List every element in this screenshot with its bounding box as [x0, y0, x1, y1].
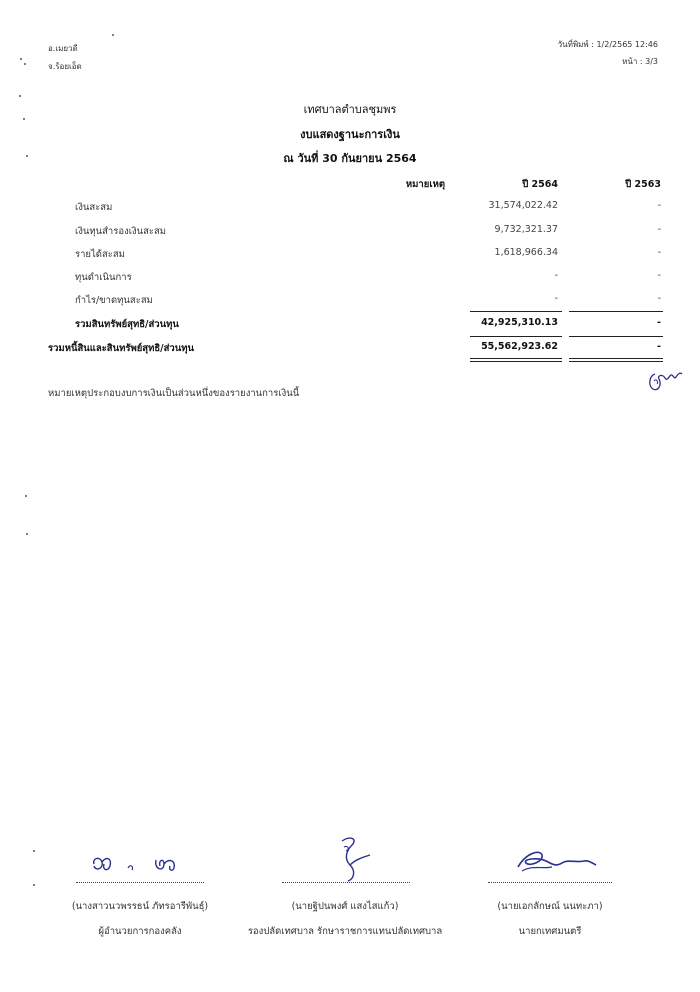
total-label: รวมหนี้สินและสินทรัพย์สุทธิ/ส่วนทุน — [48, 343, 194, 354]
year-2564-header: ปี 2564 — [522, 179, 558, 190]
double-underline — [569, 358, 663, 359]
org-title: เทศบาลตำบลชุมพร — [303, 103, 397, 116]
subtotal-rule — [569, 311, 663, 312]
scan-speck — [26, 533, 28, 535]
signature-deputy-clerk — [330, 835, 390, 885]
subtotal-current: 42,925,310.13 — [481, 317, 558, 328]
row-prior: - — [657, 270, 661, 281]
row-prior: - — [657, 247, 661, 258]
scan-speck — [25, 495, 27, 497]
footnote: หมายเหตุประกอบงบการเงินเป็นส่วนหนึ่งของรายงานการเงินนี้ — [48, 388, 300, 399]
scan-speck — [23, 118, 25, 120]
signature-line — [282, 882, 410, 883]
row-label: เงินทุนสำรองเงินสะสม — [75, 226, 167, 237]
scan-speck — [112, 34, 114, 36]
signatory-title: รองปลัดเทศบาล รักษาราชการแทนปลัดเทศบาล — [247, 926, 443, 937]
signature-line — [76, 882, 204, 883]
scan-speck — [26, 155, 28, 157]
subtotal-label: รวมสินทรัพย์สุทธิ/ส่วนทุน — [75, 319, 179, 330]
subtotal-prior: - — [657, 317, 661, 328]
row-current: 9,732,321.37 — [494, 224, 558, 235]
double-underline — [569, 361, 663, 362]
row-current: - — [554, 293, 558, 304]
double-underline — [470, 358, 562, 359]
print-date: วันที่พิมพ์ : 1/2/2565 12:46 — [557, 40, 658, 49]
signatory-title: ผู้อำนวยการกองคลัง — [98, 926, 182, 937]
scan-speck — [33, 884, 35, 886]
district-text: อ.เมยวดี — [48, 44, 78, 53]
signatory-title: นายกเทศมนตรี — [518, 926, 582, 937]
row-label: เงินสะสม — [75, 202, 113, 213]
year-2563-header: ปี 2563 — [625, 179, 661, 190]
page-number: หน้า : 3/3 — [622, 57, 658, 66]
scan-speck — [24, 63, 26, 65]
row-label: ทุนดำเนินการ — [75, 272, 132, 283]
province-text: จ.ร้อยเอ็ด — [48, 62, 82, 71]
signatory-name: (นายฐิปนพงศ์ แสงไสแก้ว) — [291, 901, 399, 912]
row-current: 1,618,966.34 — [494, 247, 558, 258]
total-rule — [470, 336, 562, 337]
total-current: 55,562,923.62 — [481, 341, 558, 352]
signatory-name: (นายเอกลักษณ์ นนทะภา) — [497, 901, 603, 912]
double-underline — [470, 361, 562, 362]
total-rule — [569, 336, 663, 337]
signatory-name: (นางสาวนวพรรธน์ ภัทรอารีพันธุ์) — [71, 901, 209, 912]
statement-title: งบแสดงฐานะการเงิน — [300, 128, 400, 141]
row-current: 31,574,022.42 — [488, 200, 558, 211]
approval-stamp — [645, 366, 685, 396]
note-column-header: หมายเหตุ — [405, 179, 445, 190]
row-prior: - — [657, 293, 661, 304]
scan-speck — [20, 58, 22, 60]
scan-speck — [19, 95, 21, 97]
scan-speck — [33, 850, 35, 852]
row-current: - — [554, 270, 558, 281]
signature-line — [488, 882, 612, 883]
total-prior: - — [657, 341, 661, 352]
date-title: ณ วันที่ 30 กันยายน 2564 — [283, 152, 417, 165]
signature-finance-director — [88, 850, 198, 880]
signature-mayor — [512, 845, 602, 879]
row-prior: - — [657, 200, 661, 211]
subtotal-rule — [470, 311, 562, 312]
row-label: กำไร/ขาดทุนสะสม — [75, 295, 153, 306]
row-prior: - — [657, 224, 661, 235]
row-label: รายได้สะสม — [75, 249, 125, 260]
